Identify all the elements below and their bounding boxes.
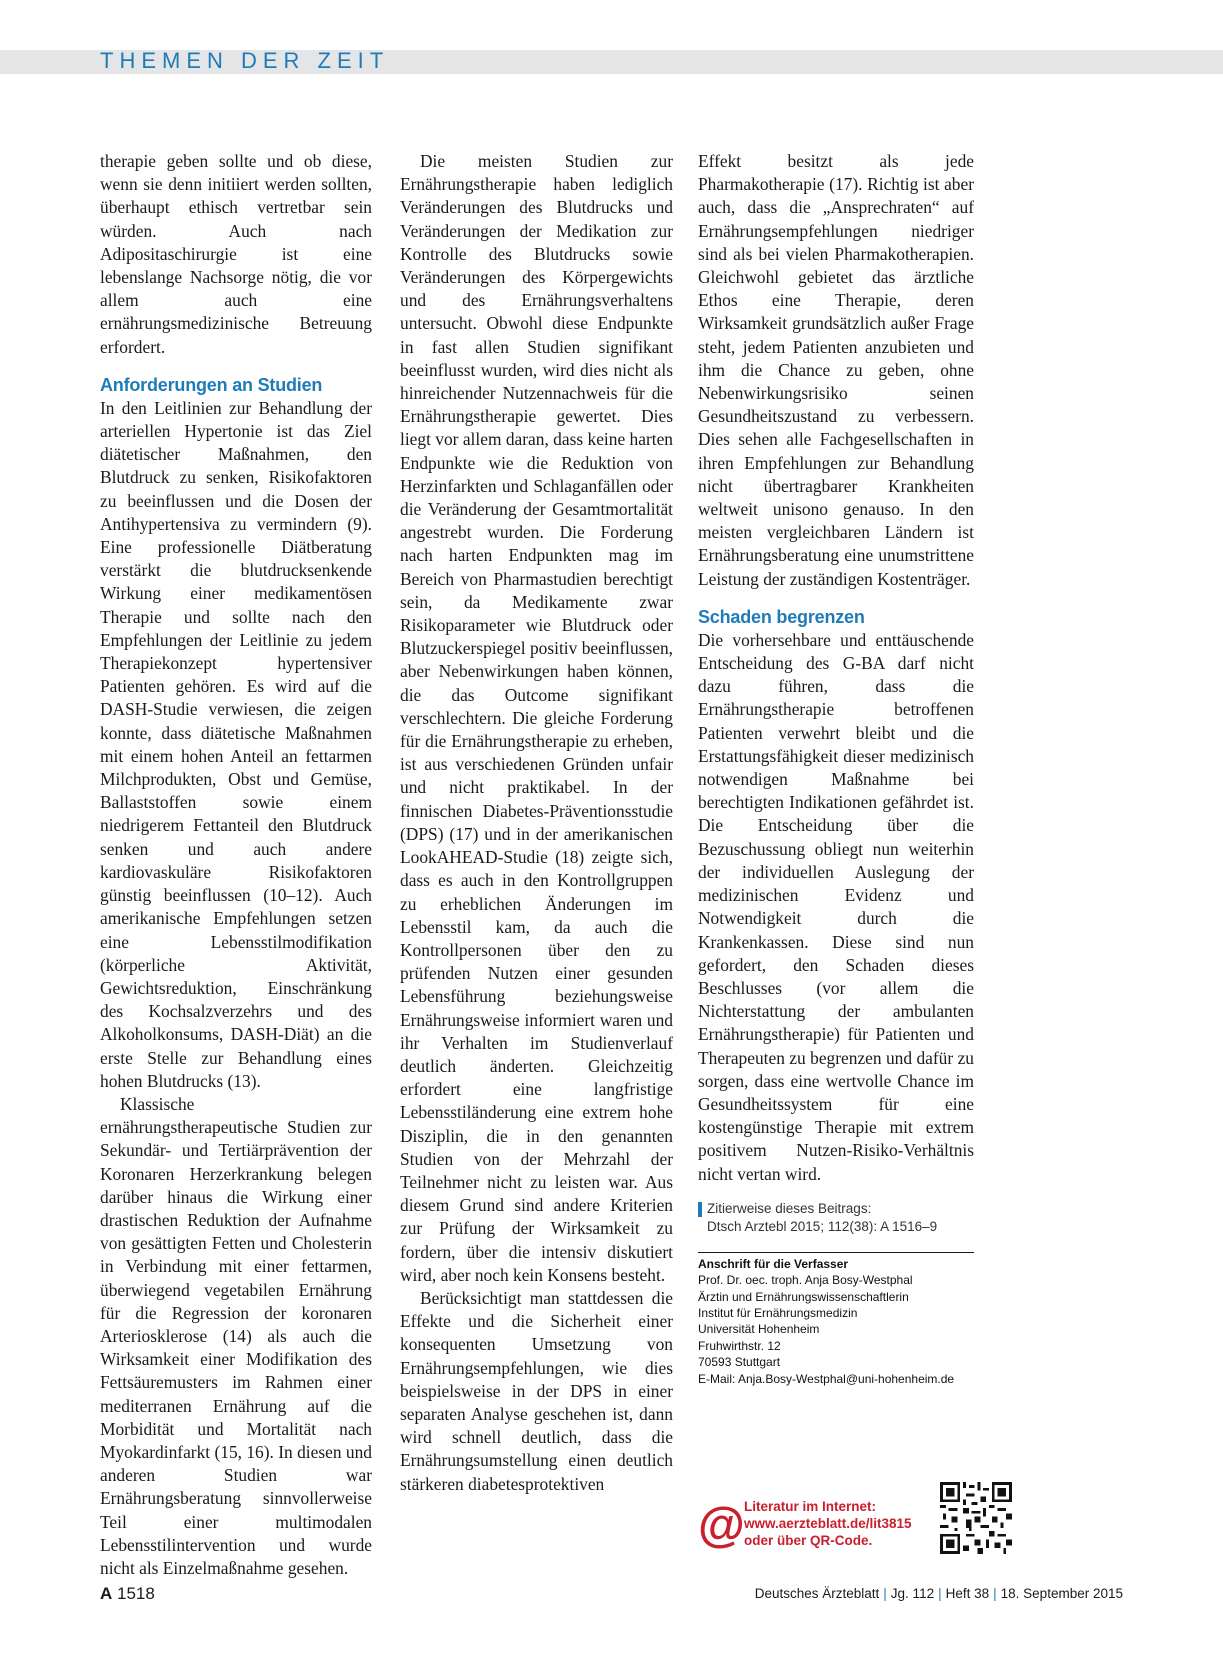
email-link[interactable]: E-Mail: Anja.Bosy-Westphal@uni-hohenheim.de (698, 1371, 955, 1386)
paragraph: Klassische ernährungstherapeutische Studien zur Sekundär- und Tertiärprävention der Koronaren Herzerkrankung belegen darüber hinaus die Wirkung einer drastischen Reduktion der Aufnahme von gesättigten Fetten und Cholesterin in Verbindung mit einer fettarmen, überwiegend vegetabilen Ernährung für die Regression der koronaren Arteriosklerose (14) als auch die Wirksamkeit einer Modifikation des Fettsäuremusters im Rahmen einer mediterranen Ernährung auf die Morbidität und Mortalität nach Myokardinfarkt (15, 16). In diesen und anderen Studien war Ernährungsberatung sinnvollerweise Teil einer multimodalen Lebensstilintervention und wurde nicht als Einzelmaßnahme gesehen. (100, 1093, 372, 1578)
paragraph: Die vorhersehbare und enttäuschende Entscheidung des G-BA darf nicht dazu führen, dass die Ernährungstherapie betroffenen Patienten verwehrt bleibt und die Erstattungsfähigkeit dieser medizinisch notwendigen Maßnahme bei berechtigten Indikationen gefährdet ist. Die Entscheidung über die Bezuschussung obliegt nun weiterhin der individuellen Auslegung der medizinischen Evidenz und Notwendigkeit durch die Krankenkassen. Diese sind nun gefordert, den Schaden dieses Beschlusses (vor allem die Nichterstattung der ambulanten Ernährungstherapie) für Patienten und Therapeuten zu begrenzen und dafür zu sorgen, dass eine wertvolle Chance im Gesundheitssystem für eine kostengünstige Therapie mit extrem positivem Nutzen-Risiko-Verhältnis nicht vertan wird. (698, 629, 974, 1184)
address-line: 70593 Stuttgart (698, 1355, 781, 1370)
journal-info: Deutsches Ärzteblatt | Jg. 112 | Heft 38 | 18. September 2015 (754, 1586, 1123, 1601)
at-sign-icon: @ (698, 1499, 745, 1552)
citation-marker (698, 1202, 702, 1217)
address-line: Ärztin und Ernährungswissenschaftlerin (698, 1289, 909, 1304)
address-line: Prof. Dr. oec. troph. Anja Bosy-Westphal (698, 1273, 913, 1288)
citation-note (698, 1200, 974, 1236)
journal-volume: Jg. 112 (890, 1586, 935, 1601)
author-address (698, 1252, 974, 1387)
address-line: Fruhwirthstr. 12 (698, 1338, 781, 1353)
paragraph: In den Leitlinien zur Behandlung der arteriellen Hypertonie ist das Ziel diätetischer Maßnahmen, den Blutdruck zu senken, Risikofaktoren zu beeinflussen und die Dosen der Antihypertensiva zu vermindern (9). Eine professionelle Diätberatung verstärkt die blutdrucksenkende Wirkung einer medikamentösen Therapie und sollte nach den Empfehlungen der Leitlinie zu jedem Therapiekonzept hypertensiver Patienten gehören. Es wird auf die DASH-Studie verwiesen, die zeigen konnte, dass diätetische Maßnahmen mit einem hohen Anteil an fettarmen Milchprodukten, Obst und Gemüse, Ballaststoffen sowie einem niedrigerem Fettanteil den Blutdruck senken und auch andere kardiovaskuläre Risikofaktoren günstig beeinflussen (10–12). Auch amerikanische Empfehlungen setzen eine Lebensstilmodifikation (körperliche Aktivität, Gewichtsreduktion, Einschränkung des Kochsalzverzehrs und des Alkoholkonsums, DASH-Diät) an die erste Stelle zur Behandlung eines hohen Blutdrucks (13). (100, 397, 372, 1091)
citation-label: Zitierweise dieses Beitrags: (707, 1200, 872, 1216)
column-2 (400, 150, 673, 1496)
journal-issue: Heft 38 (945, 1586, 990, 1601)
address-line: Universität Hohenheim (698, 1322, 820, 1337)
page-number (100, 1584, 155, 1604)
citation-reference: Dtsch Arztebl 2015; 112(38): A 1516–9 (707, 1218, 938, 1234)
paragraph: Die meisten Studien zur Ernährungstherapie haben lediglich Veränderungen des Blutdrucks und Veränderungen der Medikation zur Kontrolle des Blutdrucks sowie Veränderungen des Körpergewichts und des Ernährungsverhaltens untersucht. Obwohl diese Endpunkte in fast allen Studien signifikant beeinflusst wurden, wird dies nicht als hinreichender Nutzennachweis für die Ernährungstherapie gewertet. Dies liegt vor allem daran, dass keine harten Endpunkte wie die Reduktion von Herzinfarkten und Schlaganfällen oder die Veränderung der Gesamtmortalität angestrebt wurden. Die Forderung nach harten Endpunkten mag im Bereich von Pharmastudien berechtigt sein, da Medikamente zwar Risikoparameter wie Blutdruck oder Blutzuckerspiegel positiv beeinflussen, aber Nebenwirkungen haben können, die das Outcome signifikant verschlechtern. Die gleiche Forderung für die Ernährungstherapie zu erheben, ist aus verschiedenen Gründen unfair und nicht praktikabel. In der finnischen Diabetes-Präventionsstudie (DPS) (17) und in der amerikanischen LookAHEAD-Studie (18) zeigte sich, dass es auch in den Kontrollgruppen zu erheblichen Änderungen im Lebensstil kam, da auch die Kontrollpersonen über den zu prüfenden Nutzen einer gesunden Lebensführung beziehungsweise Ernährungsweise informiert waren und ihr Verhalten im Studienverlauf deutlich änderten. Gleichzeitig erfordert eine langfristige Lebensstiländerung eine extrem hohe Disziplin, die in den genannten Studien von der Mehrzahl der Teilnehmer nicht zu leisten war. Aus diesem Grund sind andere Kriterien zur Prüfung der Wirksamkeit zu fordern, über die intensiv diskutiert wird, aber noch kein Konsens besteht. (400, 151, 673, 1285)
address-line: Institut für Ernährungsmedizin (698, 1305, 858, 1320)
section-heading: Schaden begrenzen (698, 606, 865, 627)
address-title: Anschrift für die Verfasser (698, 1256, 849, 1271)
paragraph: Berücksichtigt man stattdessen die Effekte und die Sicherheit einer konsequenten Umsetzung von Ernährungsempfehlungen, wie dies beispielsweise in der DPS in einer separaten Analyse geschehen ist, dann wird schnell deutlich, dass die Ernährungsumstellung einen deutlich stärkeren diabetesprotektiven (400, 1287, 673, 1494)
journal-date: 18. September 2015 (1000, 1586, 1123, 1601)
paragraph: therapie geben sollte und ob diese, wenn sie denn initiiert werden sollten, überhaupt ethisch vertretbar sein würden. Auch nach Adipositaschirurgie ist eine lebenslange Nachsorge nötig, die vor allem auch eine ernährungsmedizinische Betreuung erfordert. (100, 151, 372, 357)
section-header: THEMEN DER ZEIT (100, 48, 390, 73)
column-3 (698, 150, 974, 1387)
page-prefix: A (100, 1584, 113, 1603)
literature-qr-hint: oder über QR-Code. (744, 1533, 873, 1548)
section-heading: Anforderungen an Studien (100, 374, 323, 395)
paragraph: Effekt besitzt als jede Pharmakotherapie (17). Richtig ist aber auch, dass die „Ansprechraten“ auf Ernährungsempfehlungen niedriger sind als bei vielen Pharmakotherapien. Gleichwohl gebietet das ärztliche Ethos eine Therapie, deren Wirksamkeit grundsätzlich außer Frage steht, jedem Patienten anzubieten und ihm die Chance zu geben, ohne Nebenwirkungsrisiko seinen Gesundheitszustand zu verbessern. Dies sehen alle Fachgesellschaften in ihren Empfehlungen zur Behandlung nicht übertragbarer Krankheiten weltweit unisono genauso. In den meisten vergleichbaren Ländern ist Ernährungsberatung eine unumstrittene Leistung der zuständigen Kostenträger. (698, 151, 974, 589)
journal-name: Deutsches Ärzteblatt (754, 1586, 880, 1601)
literature-text (744, 1498, 912, 1549)
page-number-value: 1518 (117, 1584, 155, 1603)
column-1 (100, 150, 372, 1580)
literature-link[interactable]: www.aerzteblatt.de/lit3815 (744, 1516, 912, 1531)
literature-label: Literatur im Internet: (744, 1499, 877, 1514)
qr-code-icon[interactable] (940, 1482, 1012, 1554)
